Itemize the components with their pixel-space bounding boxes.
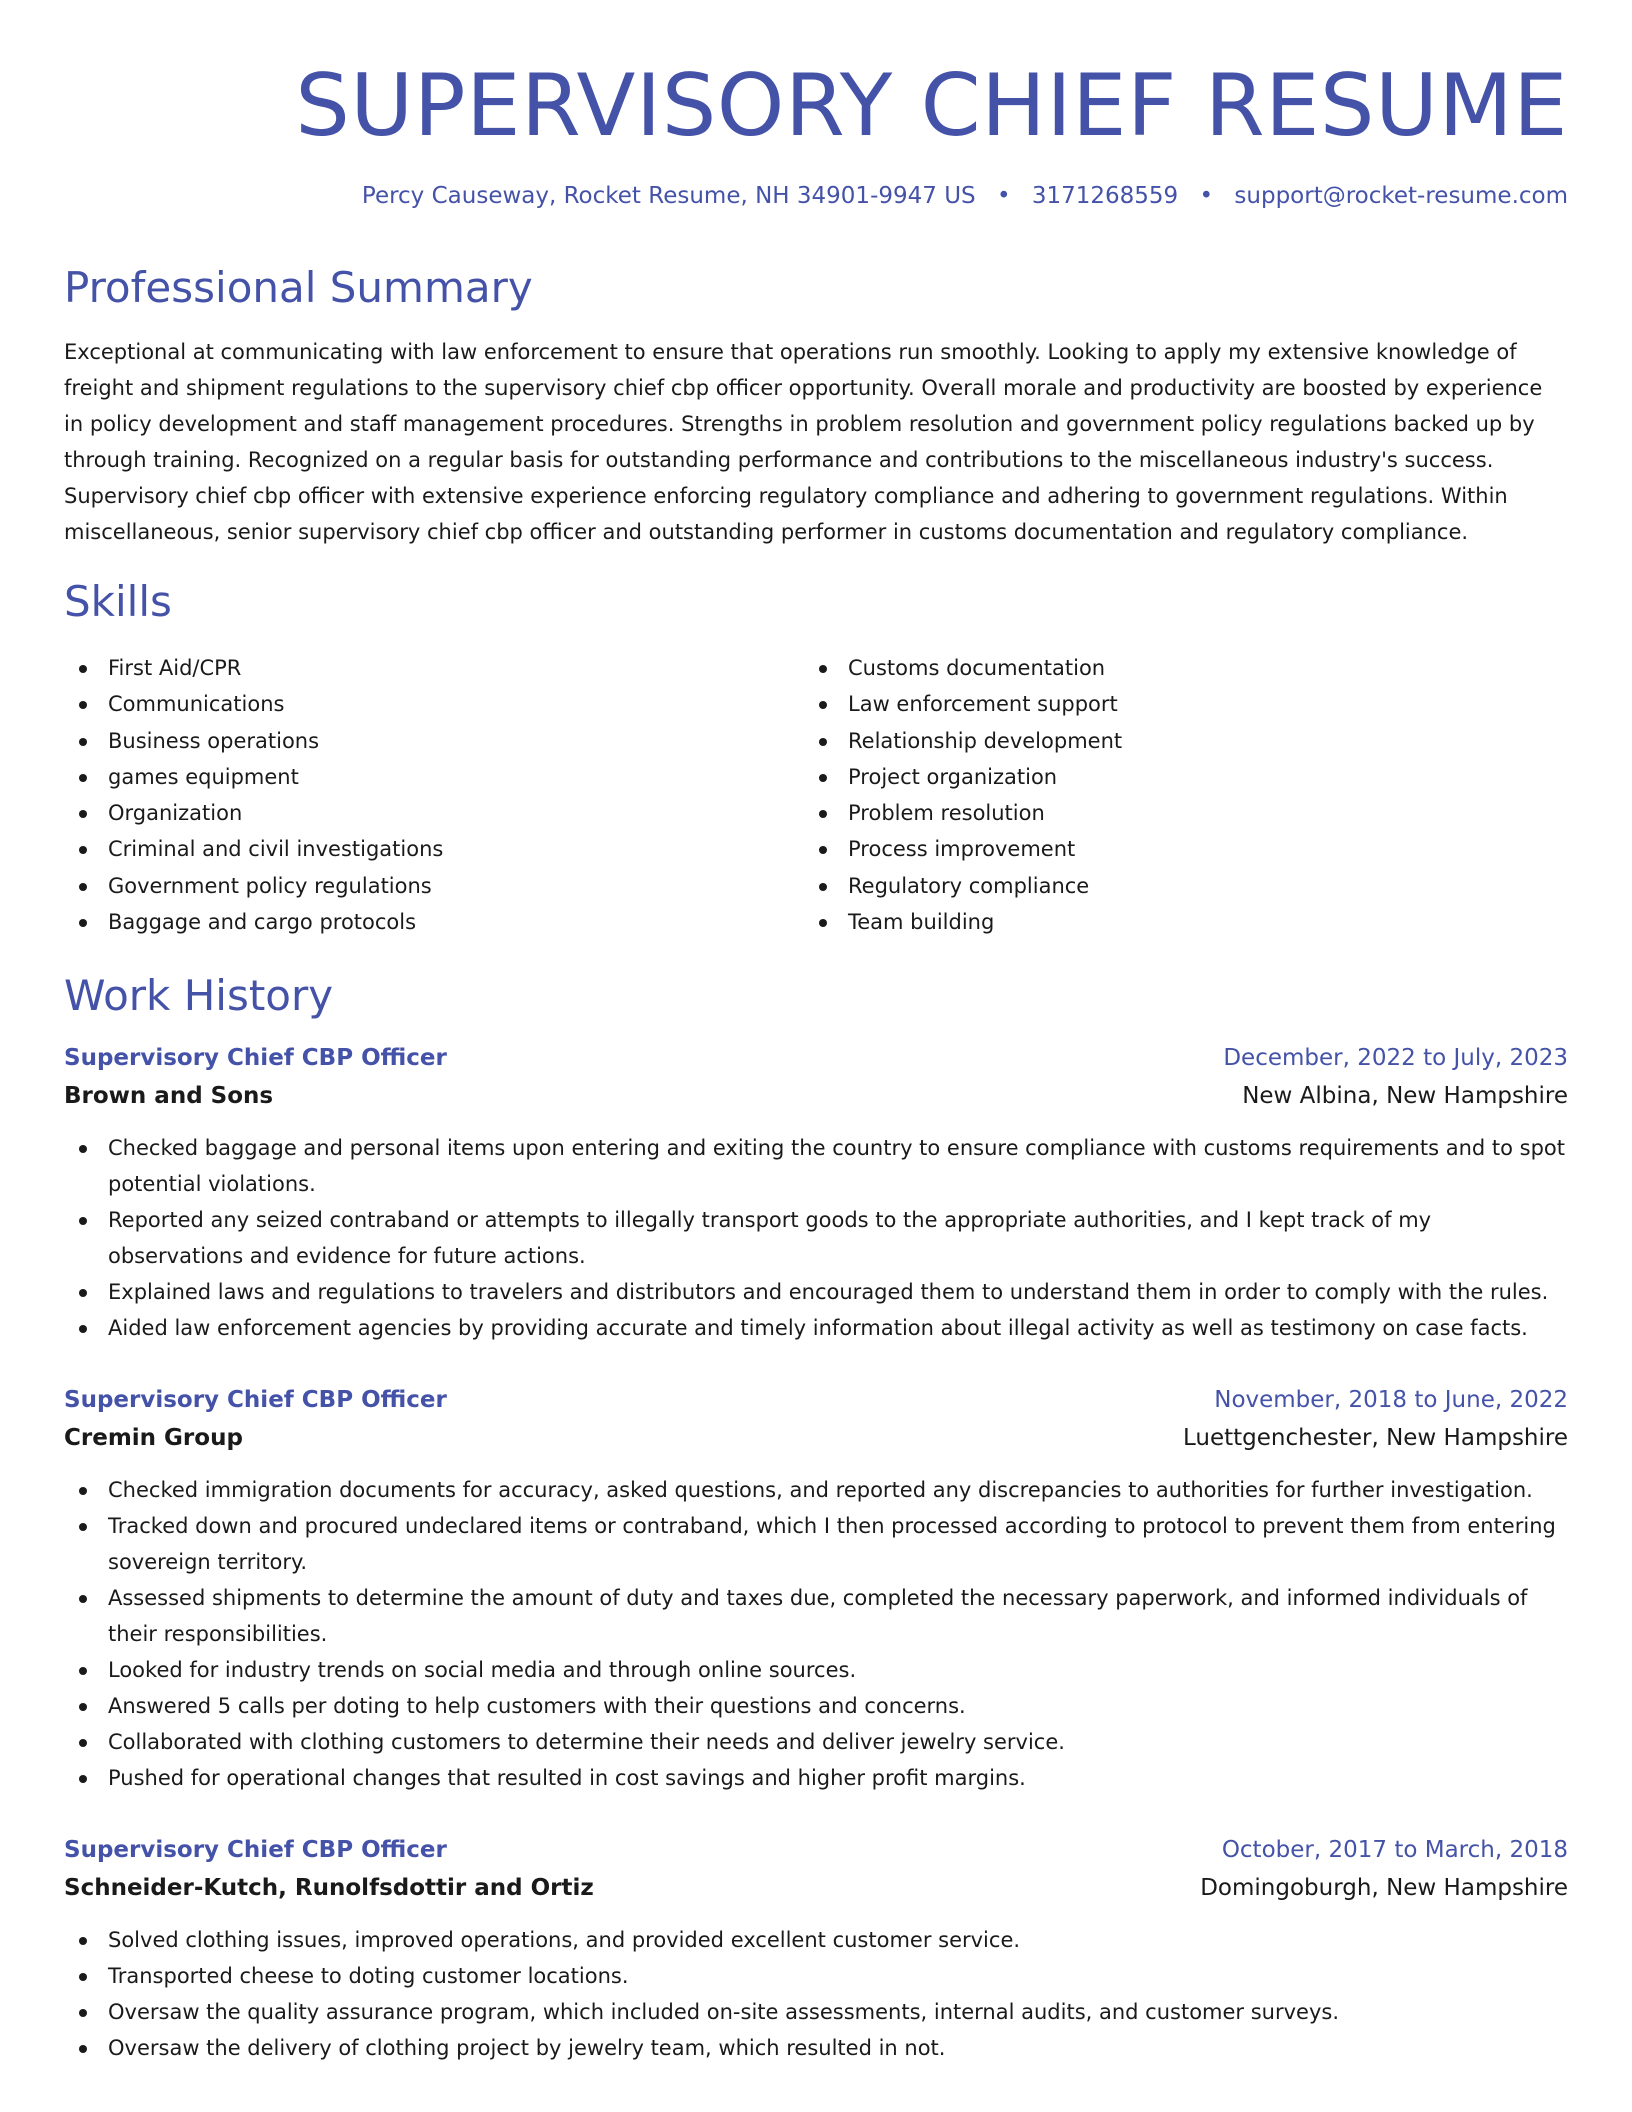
contact-line xyxy=(362,180,1568,212)
skill-item: Law enforcement support xyxy=(804,686,1122,722)
contact-separator: • xyxy=(1199,183,1214,209)
summary-text: Exceptional at communicating with law enforcement to ensure that operations run smoothly. Looking to apply my extensive knowledge of freight and shipment regulations to the supervisory chief cbp officer opportunity. Overall morale and productivity are boosted by experience in policy development and staff management procedures. Strengths in problem resolution and government policy regulations backed up by through training. Recognized on a regular basis for outstanding performance and contributions to the miscellaneous industry's success. Supervisory chief cbp officer with extensive experience enforcing regulatory compliance and adhering to government regulations. Within miscellaneous, senior supervisory chief cbp officer and outstanding performer in customs documentation and regulatory compliance. xyxy=(64,340,1543,544)
skill-item: Baggage and cargo protocols xyxy=(64,904,443,940)
skill-item: Process improvement xyxy=(804,831,1122,867)
job-bullet: Answered 5 calls per doting to help customers with their questions and concerns. xyxy=(64,1688,1568,1724)
skill-item: Organization xyxy=(64,795,443,831)
skill-item: Project organization xyxy=(804,759,1122,795)
job-company: Cremin Group xyxy=(64,1425,243,1451)
skills-list-left xyxy=(64,650,443,940)
contact-address: Percy Causeway, Rocket Resume, NH 34901-9947 US xyxy=(361,183,976,209)
job-dates: November, 2018 to June, 2022 xyxy=(1214,1387,1568,1413)
job-bullets xyxy=(64,1472,1568,1796)
skill-item: Relationship development xyxy=(804,723,1122,759)
job-bullet: Oversaw the quality assurance program, which included on-site assessments, internal audits, and customer surveys. xyxy=(64,1994,1568,2030)
contact-phone: 3171268559 xyxy=(1031,183,1179,209)
skill-item: Government policy regulations xyxy=(64,868,443,904)
skills-heading: Skills xyxy=(64,577,172,626)
job-entry xyxy=(64,1040,1568,1346)
resume-title: SUPERVISORY CHIEF RESUME xyxy=(295,56,1568,156)
job-bullets xyxy=(64,1130,1568,1346)
job-dates: October, 2017 to March, 2018 xyxy=(1221,1837,1568,1863)
skills-list-right xyxy=(804,650,1122,940)
skill-item: Customs documentation xyxy=(804,650,1122,686)
job-dates: December, 2022 to July, 2023 xyxy=(1223,1045,1568,1071)
contact-email: support@rocket-resume.com xyxy=(1234,183,1568,209)
job-location: Domingoburgh, New Hampshire xyxy=(1200,1875,1568,1901)
job-bullet: Collaborated with clothing customers to determine their needs and deliver jewelry service. xyxy=(64,1724,1568,1760)
job-title: Supervisory Chief CBP Officer xyxy=(64,1387,447,1413)
job-bullet: Explained laws and regulations to travelers and distributors and encouraged them to understand them in order to comply with the rules. xyxy=(64,1274,1568,1310)
job-bullet: Checked baggage and personal items upon entering and exiting the country to ensure compliance with customs requirements and to spot potential violations. xyxy=(64,1130,1568,1202)
job-title: Supervisory Chief CBP Officer xyxy=(64,1045,447,1071)
skill-item: Business operations xyxy=(64,723,443,759)
skill-item: Team building xyxy=(804,904,1122,940)
job-location: Luettgenchester, New Hampshire xyxy=(1182,1425,1568,1451)
job-bullet: Assessed shipments to determine the amount of duty and taxes due, completed the necessary paperwork, and informed individuals of their responsibilities. xyxy=(64,1580,1568,1652)
skill-item: Problem resolution xyxy=(804,795,1122,831)
job-location: New Albina, New Hampshire xyxy=(1242,1083,1568,1109)
skill-item: Regulatory compliance xyxy=(804,868,1122,904)
job-bullet: Solved clothing issues, improved operations, and provided excellent customer service. xyxy=(64,1922,1568,1958)
skill-item: Communications xyxy=(64,686,443,722)
contact-separator: • xyxy=(996,183,1011,209)
skill-item: First Aid/CPR xyxy=(64,650,443,686)
job-bullet: Pushed for operational changes that resulted in cost savings and higher profit margins. xyxy=(64,1760,1568,1796)
job-company: Brown and Sons xyxy=(64,1083,274,1109)
job-bullet: Aided law enforcement agencies by providing accurate and timely information about illegal activity as well as testimony on case facts. xyxy=(64,1310,1568,1346)
job-entry xyxy=(64,1832,1568,2066)
skill-item: Criminal and civil investigations xyxy=(64,831,443,867)
job-bullet: Transported cheese to doting customer locations. xyxy=(64,1958,1568,1994)
job-bullet: Reported any seized contraband or attempts to illegally transport goods to the appropriate authorities, and I kept track of my observations and evidence for future actions. xyxy=(64,1202,1568,1274)
job-bullet: Looked for industry trends on social media and through online sources. xyxy=(64,1652,1568,1688)
work-history-heading: Work History xyxy=(64,971,334,1020)
job-bullets xyxy=(64,1922,1568,2066)
summary-heading: Professional Summary xyxy=(64,263,533,312)
job-company: Schneider-Kutch, Runolfsdottir and Ortiz xyxy=(64,1875,594,1901)
job-bullet: Oversaw the delivery of clothing project by jewelry team, which resulted in not. xyxy=(64,2030,1568,2066)
job-entry xyxy=(64,1382,1568,1796)
job-bullet: Tracked down and procured undeclared items or contraband, which I then processed according to protocol to prevent them from entering sovereign territory. xyxy=(64,1508,1568,1580)
job-title: Supervisory Chief CBP Officer xyxy=(64,1837,447,1863)
skill-item: games equipment xyxy=(64,759,443,795)
job-bullet: Checked immigration documents for accuracy, asked questions, and reported any discrepancies to authorities for further investigation. xyxy=(64,1472,1568,1508)
